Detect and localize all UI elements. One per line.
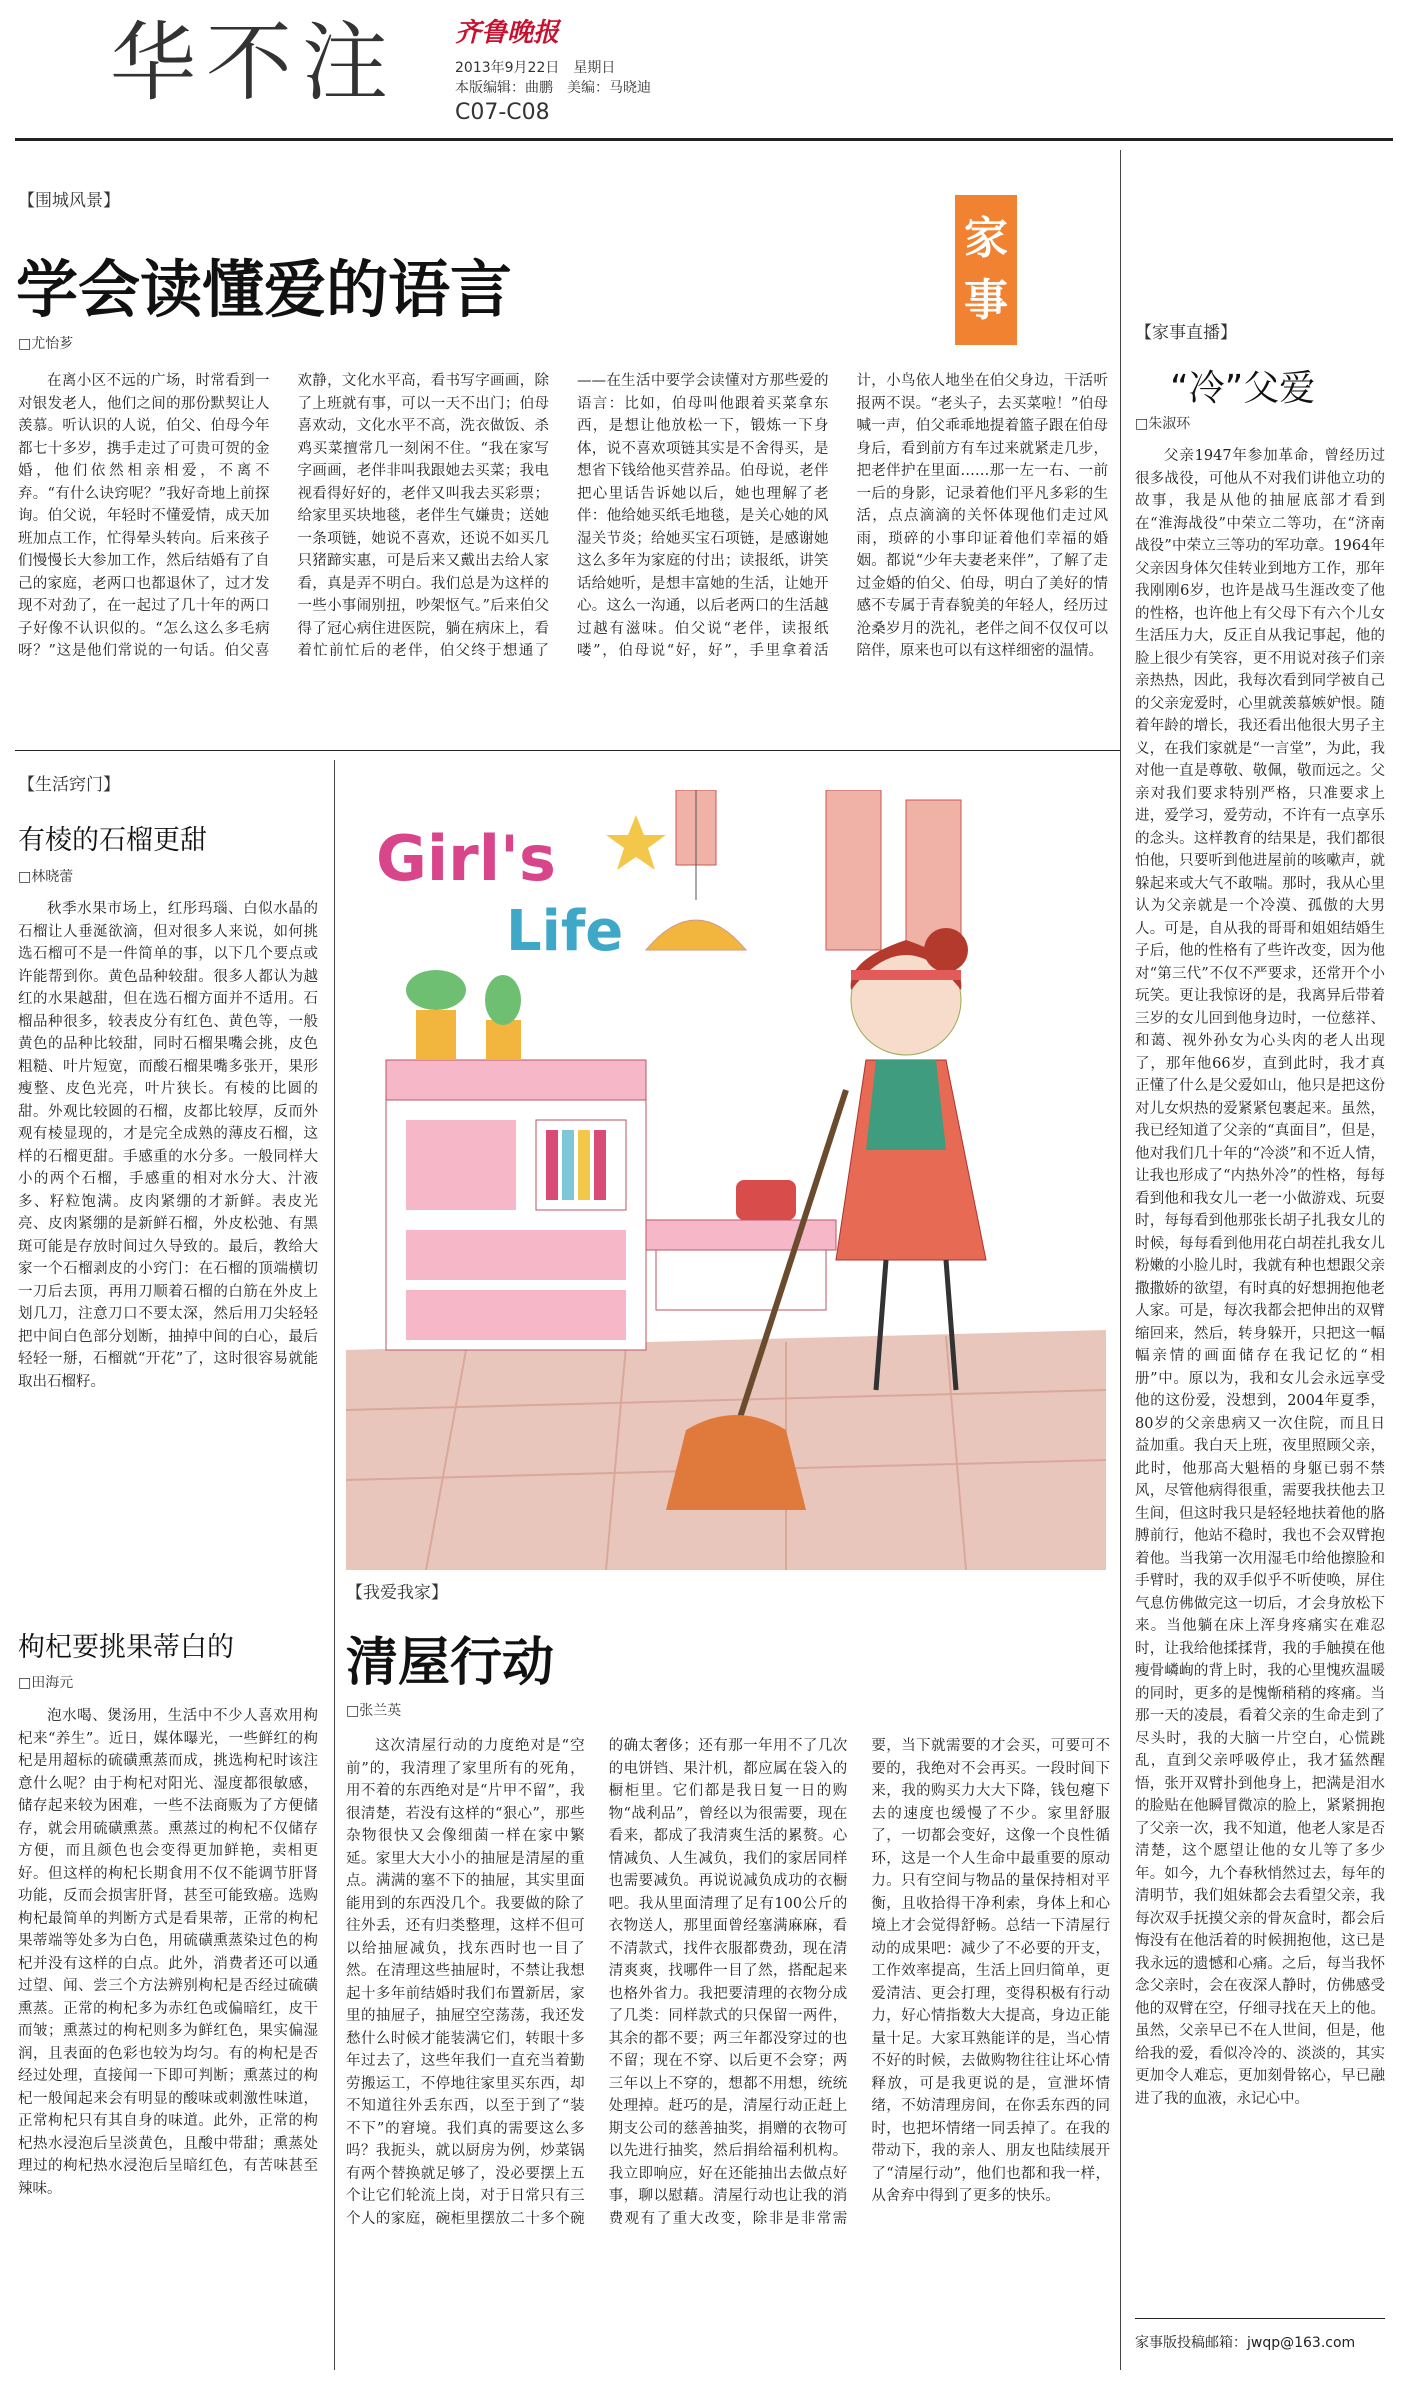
submission-email	[1135, 2332, 1355, 2352]
byline-name: 张兰英	[359, 1703, 402, 1719]
email-address: jwqp@163.com	[1247, 2335, 1356, 2351]
wall-frame	[826, 790, 881, 950]
bookshelf	[386, 1060, 646, 1350]
page-range: C07-C08	[455, 100, 550, 125]
article-body	[18, 898, 318, 1588]
column-rule	[1120, 150, 1121, 2370]
girls-life-illustration	[346, 790, 1106, 1570]
side-table	[646, 1220, 836, 1250]
editors: 本版编辑：曲鹏 美编：马晓迪	[455, 80, 651, 96]
article-body	[18, 370, 1108, 720]
star-icon	[606, 815, 666, 870]
page-title: 华不注	[110, 13, 398, 113]
girl-figure	[836, 928, 986, 1390]
section-tag: 【我爱我家】	[346, 1583, 448, 1603]
article-body	[18, 1705, 318, 2365]
column-rule	[334, 760, 335, 2370]
article-byline: □张兰英	[346, 1703, 402, 1719]
newspaper-logo: 齐鲁晚报	[455, 18, 560, 48]
article-title: 清屋行动	[346, 1633, 555, 1693]
masthead-meta	[455, 58, 651, 98]
article-body	[346, 1735, 1110, 2370]
section-tag: 【围城风景】	[18, 191, 120, 211]
section-tag: 【家事直播】	[1135, 323, 1237, 343]
article-byline: □林晓蕾	[18, 869, 74, 885]
article-byline: □尤怡芗	[18, 336, 74, 352]
byline-name: 林晓蕾	[31, 869, 74, 885]
telephone-icon	[736, 1180, 796, 1220]
plant-pot	[416, 1010, 456, 1060]
lamp-icon	[646, 920, 746, 950]
article-title: “冷”父爱	[1170, 368, 1316, 409]
article-paragraph: 泡水喝、煲汤用，生活中不少人喜欢用枸杞来“养生”。近日，媒体曝光，一些鲜红的枸杞是用超标的硫磺熏蒸而成，挑选枸杞时该注意什么呢？由于枸杞对阳光、湿度都很敏感，储存起来较为困难，一些不法商贩为了方便储存，就会用硫磺熏蒸。熏蒸过的枸杞不仅储存方便，而且颜色也会变得更加鲜艳，卖相更好。但这样的枸杞长期食用不仅不能调节肝肾功能，反而会损害肝肾，甚至可能致癌。选购枸杞最简单的判断方式是看果蒂，正常的枸杞果蒂端等处多为白色，用硫磺熏蒸染过色的枸杞并没有这样的白点。此外，消费者还可以通过望、闻、尝三个方法辨别枸杞是否经过硫磺熏蒸。正常的枸杞多为赤红色或偏暗红，皮干而皱；熏蒸过的枸杞则多为鲜红色，果实偏湿润，且表面的色彩也较为均匀。有的枸杞是否经过处理，直接闻一下即可判断；熏蒸过的枸杞一般闻起来会有明显的酸味或刺激性味道，正常枸杞只有其自身的味道。此外，正常的枸杞热水浸泡后呈淡黄色，且酸中带甜；熏蒸处理过的枸杞热水浸泡后呈暗红色，有苦味甚至辣味。	[18, 1708, 318, 2197]
article-title: 有棱的石榴更甜	[18, 825, 207, 856]
plant-pot	[486, 1020, 521, 1060]
plant-icon	[406, 970, 466, 1010]
section-tag: 【生活窍门】	[18, 775, 120, 795]
email-label: 家事版投稿邮箱：	[1135, 2335, 1247, 2351]
section-badge	[955, 195, 1017, 345]
issue-date: 2013年9月22日 星期日	[455, 60, 616, 76]
badge-char: 家	[964, 213, 1008, 264]
byline-name: 朱淑环	[1148, 416, 1191, 432]
divider	[15, 750, 1120, 751]
cactus-icon	[485, 975, 521, 1025]
masthead-rule	[15, 138, 1393, 141]
byline-name: 尤怡芗	[31, 336, 74, 352]
illustration	[346, 790, 1106, 1570]
article-title: 枸杞要挑果蒂白的	[18, 1632, 234, 1663]
table-drawer	[656, 1250, 826, 1310]
footer-rule	[1135, 2318, 1385, 2319]
article-paragraph: 秋季水果市场上，红彤玛瑙、白似水晶的石榴让人垂涎欲滴，但对很多人来说，如何挑选石榴可不是一件简单的事，以下几个要点或许能帮到你。黄色品种较甜。很多人都认为越红的水果越甜，但在选石榴方面并不适用。石榴品种很多，较表皮分有红色、黄色等，一般黄色的品种比较甜，同时石榴果嘴会挑，皮色粗糙、叶片短宽，而酸石榴果嘴多张开，果形瘦整、皮色光亮，叶片狭长。有棱的比圆的甜。外观比较圆的石榴，皮都比较厚，反而外观有棱显现的，才是完全成熟的薄皮石榴，这样的石榴更甜。手感重的水分多。一般同样大小的两个石榴，手感重的相对水分大、汁液多、籽粒饱满。皮肉紧绷的才新鲜。表皮光亮、皮肉紧绷的是新鲜石榴，外皮松弛、有黑斑可能是存放时间过久导致的。最后，教给大家一个石榴剥皮的小窍门：在石榴的顶端横切一刀后去顶，再用刀顺着石榴的白筋在外皮上划几刀，注意刀口不要太深，然后用刀尖轻轻把中间白色部分划断，抽掉中间的白心，最后轻轻一掰，石榴就“开花”了，这时很容易就能取出石榴籽。	[18, 901, 318, 1390]
article-body	[1135, 445, 1385, 2300]
article-paragraph: 这次清屋行动的力度绝对是“空前”的，我清理了家里所有的死角，用不着的东西绝对是“片甲不留”，我很清楚，若没有这样的“狠心”，那些杂物很快又会像细菌一样在家中繁延。家里大大小小的抽屉是清屋的重点。满满的塞不下的抽屉，其实里面能用到的东西没几个。我要做的除了往外丢，还有归类整理，这样不但可以给抽屉减负，找东西时也一目了然。在清理这些抽屉时，不禁让我想起十多年前结婚时我们布置新居，家里的抽屉子，抽屉空空荡荡，我还发愁什么时候才能装满它们，转眼十多年过去了，这些年我们一直充当着勤劳搬运工，不停地往家里买东西，却不知道往外丢东西，以至于到了“装不下”的窘境。我们真的需要这么多吗？我扼头，就以厨房为例，炒菜锅有两个替换就足够了，没必要摆上五个让它们轮流上岗，对于日常只有三个人的家庭，碗柜里摆放二十多个碗的确太奢侈；还有那一年用不了几次的电饼铛、果汁机，都应属在袋入的橱柜里。它们都是我日复一日的购物“战利品”，曾经以为很需要，现在看来，都成了我清爽生活的累赘。心情减负、人生减负，我们的家居同样也需要减负。再说说减负成功的衣橱吧。我从里面清理了足有100公斤的衣物送人，那里面曾经塞满麻麻，看不清款式，找件衣服都费劲，现在清清爽爽，找哪件一目了然，搭配起来也格外省力。我把要清理的衣物分成了几类：同样款式的只保留一两件，其余的都不要；两三年都没穿过的也不留；现在不穿、以后更不会穿；两三年以上不穿的，想都不用想，统统处理掉。赶巧的是，清屋行动正赶上期支公司的慈善抽奖，捐赠的衣物可以先进行抽奖，然后捐给福利机构。我立即响应，好在还能抽出去做点好事，聊以慰藉。清屋行动也让我的消费观有了重大改变，除非是非常需要，当下就需要的才会买，可要可不要的，我绝对不会再买。一段时间下来，我的购买力大大下降，钱包瘪下去的速度也缓慢了不少。家里舒服了，一切都会变好，这像一个良性循环，这是一个人生命中最重要的原动力。只有空间与物品的量保持相对平衡，且收拾得干净利索，身体上和心境上才会觉得舒畅。总结一下清屋行动的成果吧：减少了不必要的开支，工作效率提高，生活上回归简单，更爱清洁、更会打理，变得积极有行动力，好心情指数大大提高，身边正能量十足。大家耳熟能详的是，当心情不好的时候，去做购物往往让坏心情释放，可是我更说的是，宣泄坏情绪，不妨清理房间，在你丢东西的同时，也把坏情绪一同丢掉了。在我的带动下，我的亲人、朋友也陆续展开了“清屋行动”，他们也都和我一样，从舍弃中得到了更多的快乐。	[346, 1738, 1110, 2227]
article-title: 学会读懂爱的语言	[16, 253, 513, 326]
byline-name: 田海元	[31, 1675, 74, 1691]
article-byline: □朱淑环	[1135, 416, 1191, 432]
article-paragraph: 在离小区不远的广场，时常看到一对银发老人，他们之间的那份默契让人羡慕。听认识的人说，伯父、伯母今年都七十多岁，携手走过了可贵可贺的金婚，他们依然相亲相爱，不离不弃。“有什么诀窍呢？”我好奇地上前探询。伯父说，年轻时不懂爱情，成天加班加点工作，忙得晕头转向。后来孩子们慢慢长大参加工作，然后结婚有了自己的家庭，老两口也都退休了，过才发现不对劲了，在一起过了几十年的两口子好像不认识似的。“怎么这么多毛病呀？”这是他们常说的一句话。伯父喜欢静，文化水平高，看书写字画画，除了上班就有事，可以一天不出门；伯母喜欢动，文化水平不高，洗衣做饭、杀鸡买菜擅常几一刻闲不住。“我在家写字画画，老伴非叫我跟她去买菜；我电视看得好好的，老伴又叫我去买彩票；给家里买块地毯，老伴生气嫌贵；送她一条项链，她说不喜欢，还说不如买几只猪蹄实惠，可是后来又戴出去给人家看，真是弄不明白。我们总是为这样的一些小事闹别扭，吵架怄气。”后来伯父得了冠心病住进医院，躺在病床上，看着忙前忙后的老伴，伯父终于想通了——在生活中要学会读懂对方那些爱的语言：比如，伯母叫他跟着买菜拿东西，是想让他放松一下，锻炼一下身体，说不喜欢项链其实是不舍得买，是想省下钱给他买营养品。伯母说，老伴把心里话告诉她以后，她也理解了老伴：他给她买纸毛地毯，是关心她的风湿关节炎；给她买宝石项链，是感谢她这么多年为家庭的付出；读报纸，讲笑话给她听，是想丰富她的生活，让她开心。这么一沟通，以后老两口的生活越过越有滋味。伯父说“老伴，读报纸喽”，伯母说“好，好”，手里拿着活计，小鸟依人地坐在伯父身边，干活听报两不误。“老头子，去买菜啦！”伯母喊一声，伯父乖乖地提着篮子跟在伯母身后，看到前方有车过来就紧走几步，把老伴护在里面……那一左一右、一前一后的身影，记录着他们平凡多彩的生活，点点滴滴的关怀体现他们走过风雨，琐碎的小事印证着他们幸福的婚姻。都说“少年夫妻老来伴”，了解了走过金婚的伯父、伯母，明白了美好的情感不专属于青春貌美的年轻人，经历过沧桑岁月的洗礼，老伴之间不仅仅可以陪伴，原来也可以有这样细密的温情。	[18, 373, 1108, 659]
article-paragraph: 父亲1947年参加革命，曾经历过很多战役，可他从不对我们讲他立功的故事，我是从他的抽屉底部才看到在“淮海战役”中荣立二等功，在“济南战役”中荣立三等功的军功章。1964年父亲因身体欠佳转业到地方工作，那年我刚刚6岁，也许是战马生涯改变了他的性格，也许他上有父母下有六个儿女生活压力大，反正自从我记事起，他的脸上很少有笑容，更不用说对孩子们亲亲热热，因此，我每次看到同学被自己的父亲宠爱时，心里就羡慕嫉妒恨。随着年龄的增长，我还看出他很大男子主义，在我们家就是“一言堂”，为此，我对他一直是尊敬、敬佩，敬而远之。父亲对我们要求特别严格，只准要求上进，爱学习，爱劳动，不许有一点享乐的念头。这样教育的结果是，我们都很怕他，只要听到他进屋前的咳嗽声，就躲起来或大气不敢喘。那时，我从心里认为父亲就是一个冷漠、孤傲的大男人。可是，自从我的哥哥和姐姐结婚生子后，他的性格有了些许改变，因为他对“第三代”不仅不严要求，还常开个小玩笑。更让我惊讶的是，我离异后带着三岁的女儿回到他身边时，一位慈祥、和蔼、视外孙女为心头肉的老人出现了，那年他66岁，直到此时，我才真正懂了什么是父爱如山，他只是把这份对儿女炽热的爱紧紧包裹起来。虽然，我已经知道了父亲的“真面目”，但是，他对我们几十年的“冷淡”和不近人情，让我也形成了“内热外冷”的性格，每每看到他和我女儿一老一小做游戏、玩耍时，每每看到他那张长胡子扎我女儿的时候，每每看到他用花白胡茬扎我女儿粉嫩的小脸儿时，我就有种也想跟父亲撒撒娇的欲望，有时真的好想拥抱他老人家。可是，每次我都会把伸出的双臂缩回来，然后，转身躲开，只把这一幅幅亲情的画面储存在我记忆的“相册”中。原以为，我和女儿会永远享受他的这份爱，没想到，2004年夏季，80岁的父亲患病又一次住院，而且日益加重。我白天上班，夜里照顾父亲，此时，他那高大魁梧的身躯已弱不禁风，尽管他病得很重，需要我扶他去卫生间，但这时我只是轻轻地扶着他的胳膊前行，他站不稳时，我也不会双臂抱着他。当我第一次用湿毛巾给他擦脸和手臂时，我的双手似乎不听使唤，屏住气息仿佛做完这一切后，才会身放松下来。当他躺在床上浑身疼痛实在难忍时，让我给他揉揉背，我的手触摸在他瘦骨嶙峋的背上时，我的心里愧疚温暖的同时，更多的是愧惭稍稍的疼痛。当那一天的凌晨，看着父亲的生命走到了尽头时，我的大脑一片空白，心慌跳乱，直到父亲呼吸停止，我才猛然醒悟，张开双臂扑到他身上，把满是泪水的脸贴在他瞬冒微凉的脸上，紧紧拥抱了父亲一次，我不知道，他老人家是否清楚，这个愿望让他的女儿等了多少年。如今，九个春秋悄然过去，每年的清明节，我们姐妹都会去看望父亲，我每次双手抚摸父亲的骨灰盒时，都会后悔没有在他活着的时候拥抱他，这已是我永远的遗憾和心痛。之后，每当我怀念父亲时，会在夜深人静时，仿佛感受他的双臂在空，仔细寻找在天上的他。虽然，父亲早已不在人世间，但是，他给我的爱，看似冷冷的、淡淡的，其实更加令人难忘，更加刻骨铭心，早已融进了我的血液，永记心中。	[1135, 448, 1385, 2107]
article-byline: □田海元	[18, 1675, 74, 1691]
illustration-title-1: Girl's	[376, 822, 556, 895]
badge-char: 事	[964, 275, 1008, 326]
illustration-title-2: Life	[506, 899, 624, 964]
